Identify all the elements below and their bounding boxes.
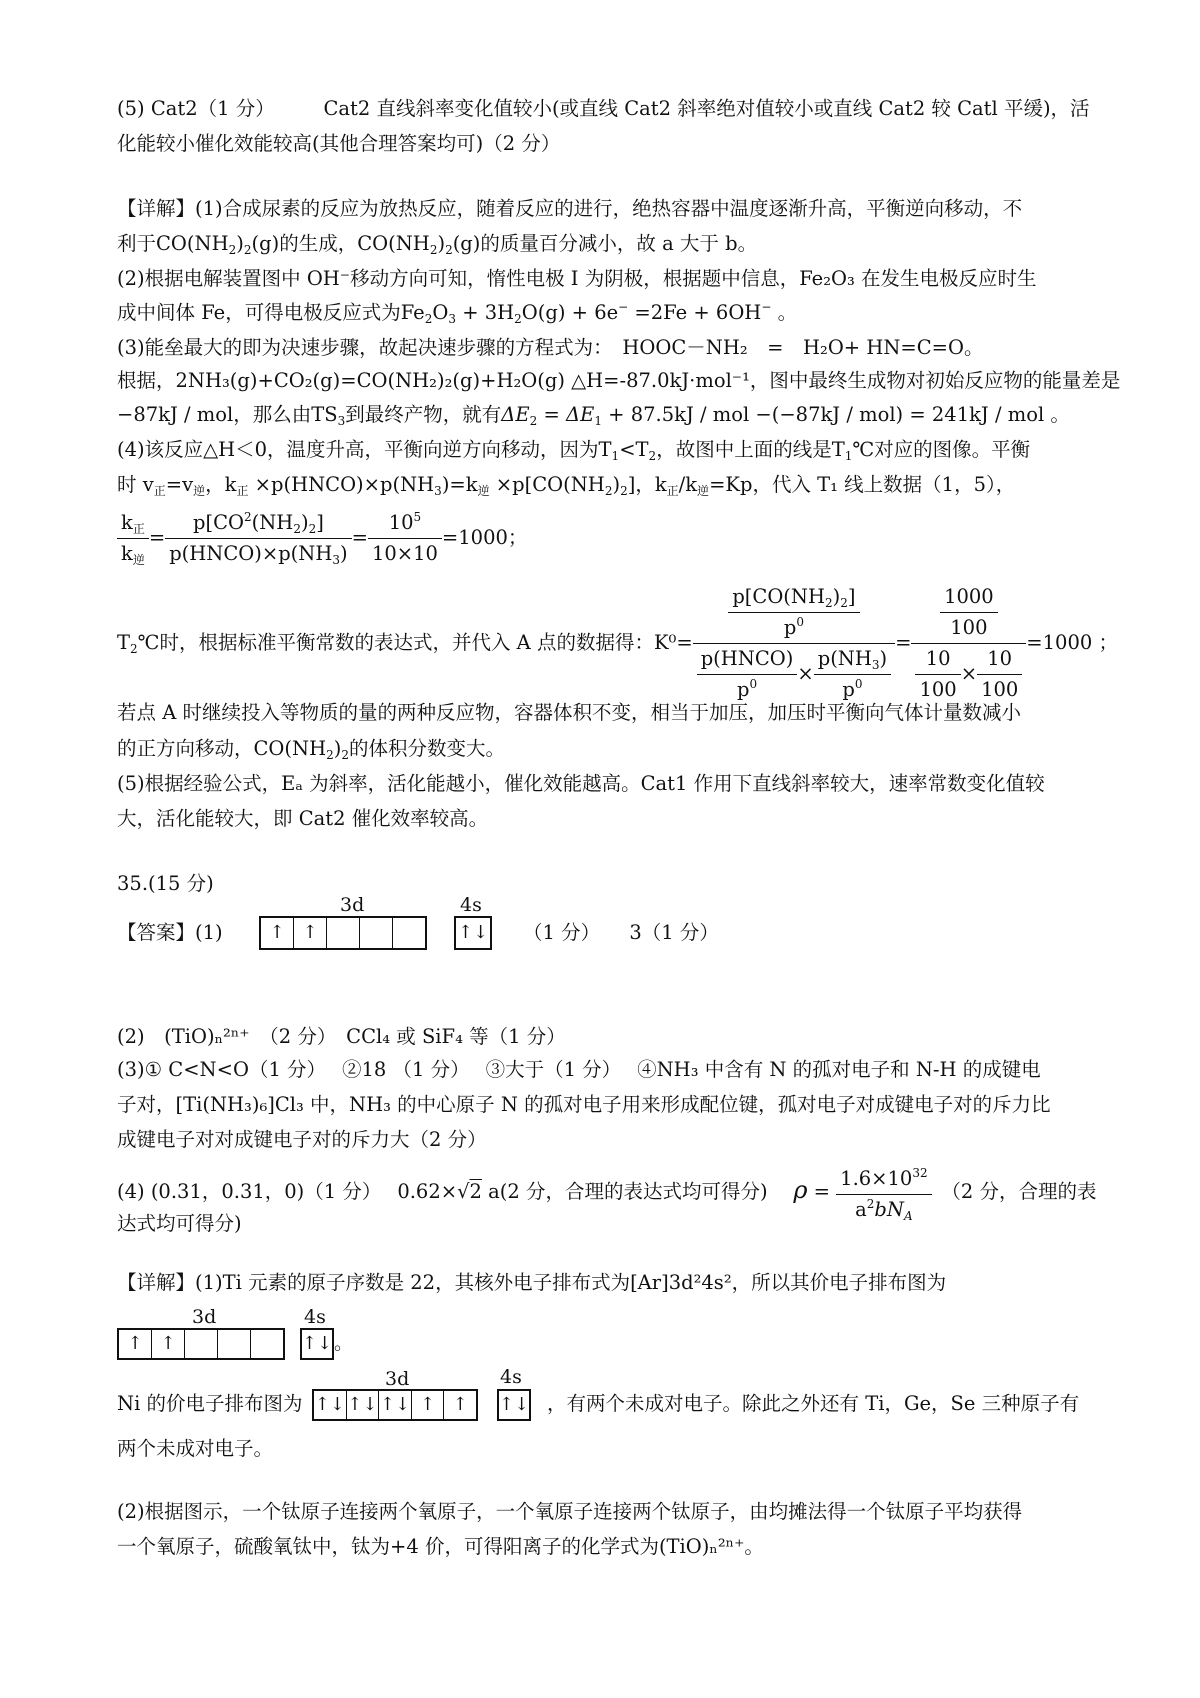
orbital-4s-box: ↑↓ [454,916,492,950]
detail-3-line1: (3)能垒最大的即为决速步骤，故起决速步骤的方程式为： HOOC－NH₂ = H₂O+ HN=C=O。 [117,336,984,359]
detail-5-line1: (5)根据经验公式，Eₐ 为斜率，活化能越小，催化效能越高。Cat1 作用下直线斜率较大，速率常数变化值较 [117,772,1045,795]
answer-35-3-line3: 成键电子对对成键电子对的斥力大（2 分） [117,1128,487,1151]
detail-4-line3: 若点 A 时继续投入等物质的量的两种反应物，容器体积不变，相当于加压，加压时平衡向气体计量数减小 [117,701,1021,724]
ti-orbital-3d-label: 3d [192,1306,217,1328]
ti-orbital-3d-boxes: ↑ ↑ [117,1328,285,1360]
detail-2-line2: 成中间体 Fe，可得电极反应式为$Fe_2O_3 + 3H_2O(g) + 6e^- =2Fe + 6OH^-$ 。 [117,300,798,326]
detail-3-line2: 根据，2NH₃(g)+CO₂(g)=CO(NH₂)₂(g)+H₂O(g) △H=-87.0kJ·mol⁻¹，图中最终生成物对初始反应物的能量差是 [117,369,1121,392]
answer-35-3-line2: 子对，[Ti(NH₃)₆]Cl₃ 中，NH₃ 的中心原子 N 的孤对电子用来形成配位键，孤对电子对成键电子对的斥力比 [117,1093,1051,1116]
detail-5-line2: 大，活化能较大，即 Cat2 催化效率较高。 [117,807,489,830]
question-35-title: 35.(15 分) [117,872,214,895]
equation-k0: $T_2℃$时，根据标准平衡常数的表达式，并代入 A 点的数据得：K⁰= $\frac{p[CO(NH_2)_2]}{p^0}$ $\frac{\text{p(HNCO)}}{p^0}$ × $\frac{p(NH_3)}{p^0}$ = $\frac{1000}{100}$ $\frac{10}{100}$ × $\frac{10}{100}$ =1000 ； [117,578,1092,708]
detail-1-line2: 利于$CO(NH_2)_2(g)$的生成，$CO(NH_2)_2(g)$的质量百分减小，故 a 大于 b。 [117,232,758,257]
ni-orbital-3d-boxes: ↑↓ ↑↓ ↑↓ ↑ ↑ [312,1389,478,1421]
ti-orbital-4s-label: 4s [304,1306,326,1328]
detail-2-line1: (2)根据电解装置图中 OH⁻移动方向可知，惰性电极 I 为阴极，根据题中信息，Fe₂O₃ 在发生电极反应时生 [117,267,1037,290]
answer-5-line1: (5) Cat2（1 分） Cat2 直线斜率变化值较小(或直线 Cat2 斜率绝对值较小或直线 Cat2 较 Catl 平缓)，活 [117,97,1090,120]
orbital-4s-label: 4s [460,894,482,916]
answer-35-3-line1: (3)① C<N<O（1 分） ②18 （1 分） ③大于（1 分） ④NH₃ 中含有 N 的孤对电子和 N-H 的成键电 [117,1058,1041,1081]
ti-orbital-4s-box: ↑↓ [300,1328,334,1360]
detail-4-line2: 时 $v_正=v_逆$，$k_正$ $\times p(HNCO)\times p(NH_3)=k_逆 \times p[CO(NH_2)_2]$，$k_正/k_逆=Kp$，代入 T₁ 线上数据（1，5）， [117,473,1016,498]
ni-orbital-3d-label: 3d [385,1368,410,1390]
period: 。 [334,1332,354,1354]
detail-35-1-ni-text: ，有两个未成对电子。除此之外还有 Ti，Ge，Se 三种原子有 [547,1392,1080,1415]
answer-35-4-line2: 达式均可得分) [117,1212,242,1235]
answer-35-1-score: （1 分） 3（1 分） [523,921,719,944]
detail-3-line3: −87kJ / mol，那么由$TS_3$到最终产物，就有$\Delta E_2 = \Delta E_1 + 87.5kJ$ / mol −(−87kJ / mol) = 241kJ / mol 。 [117,403,1070,428]
answer-35-1-label: 【答案】(1) [117,921,223,944]
ni-orbital-4s-label: 4s [500,1366,522,1388]
detail-35-1-ni-label: Ni 的价电子排布图为 [117,1392,303,1415]
orbital-3d-boxes: ↑ ↑ [259,916,427,950]
answer-35-4-line1: (4) (0.31，0.31，0)（1 分） 0.62×√2 a(2 分，合理的表达式均可得分) ρ = $\frac{1.6\times 10^{32}}{a^2bN_A}$ （2 分，合理的表 [117,1166,1097,1223]
detail-4-line1: (4)该反应△H＜0，温度升高，平衡向逆方向移动，因为$T_1<T_2$，故图中上面的线是$T_1℃$对应的图像。平衡 [117,438,1031,463]
orbital-3d-label: 3d [340,894,365,916]
ni-orbital-4s-box: ↑↓ [497,1389,531,1421]
answer-5-line2: 化能较小催化效能较高(其他合理答案均可)（2 分） [117,132,561,155]
detail-35-2-line1: (2)根据图示，一个钛原子连接两个氧原子，一个氧原子连接两个钛原子，由均摊法得一个钛原子平均获得 [117,1500,1023,1523]
detail-4-line4: 的正方向移动，$CO(NH_2)_2$的体积分数变大。 [117,737,506,762]
detail-35-1-line3: 两个未成对电子。 [117,1437,274,1460]
detail-35-2-line2: 一个氧原子，硫酸氧钛中，钛为+4 价，可得阳离子的化学式为(TiO)ₙ²ⁿ⁺。 [117,1535,764,1558]
answer-35-2: (2) (TiO)ₙ²ⁿ⁺ （2 分） CCl₄ 或 SiF₄ 等（1 分） [117,1025,566,1048]
equation-kp: $\frac{k_正}{k_逆}$ = $\frac{p[CO^2(NH_2)_2]}{p(HNCO)\times p(NH_3)}$ = $\frac{10^5}{10\times 10}$ =1000； [117,508,1092,569]
detail-1-line1: 【详解】(1)合成尿素的反应为放热反应，随着反应的进行，绝热容器中温度逐渐升高，平衡逆向移动，不 [117,197,1023,220]
detail-35-1-line1: 【详解】(1)Ti 元素的原子序数是 22，其核外电子排布式为[Ar]3d²4s²，所以其价电子排布图为 [117,1271,947,1294]
